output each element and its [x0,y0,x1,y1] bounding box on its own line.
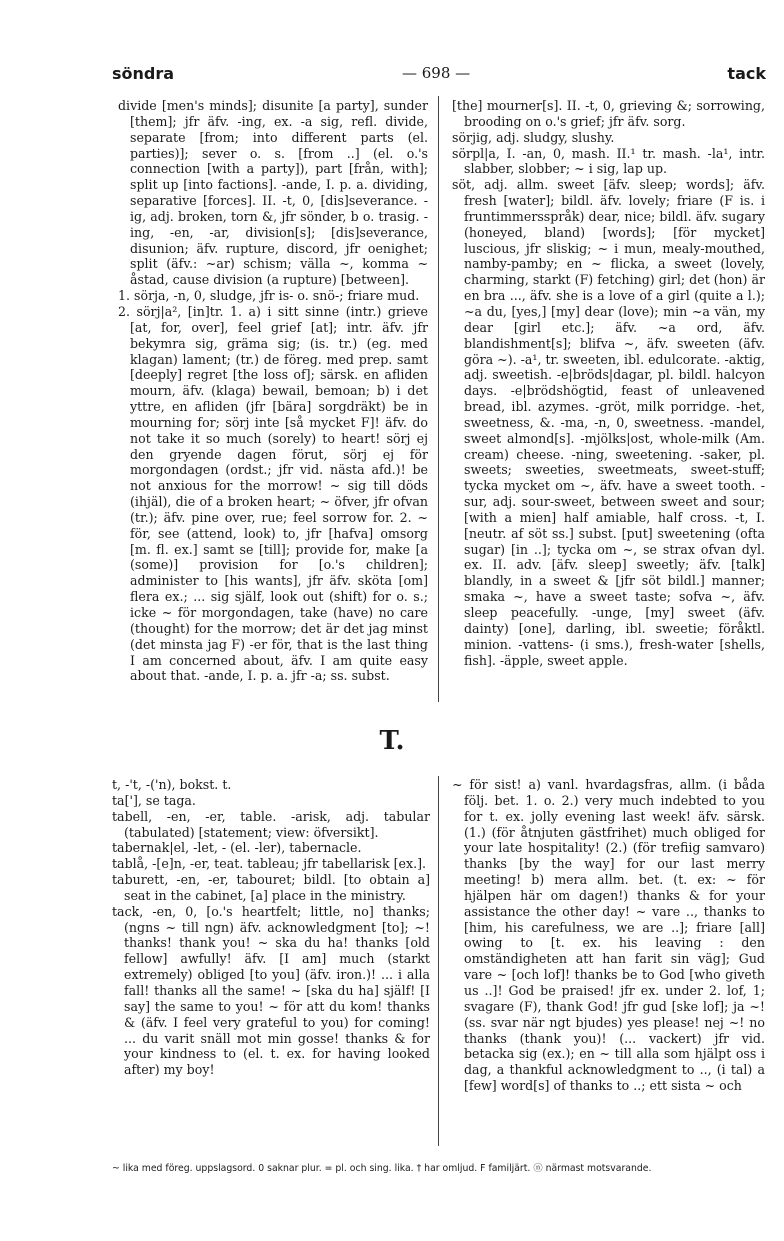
entry: 1. sörja, -n, 0, sludge, jfr is- o. snö-; friare mud. [118,288,420,304]
entry: tablå, -[e]n, -er, teat. tableau; jfr tabellarisk [ex.]. [112,856,427,872]
entry: söt, adj. allm. sweet [äfv. sleep; words]; äfv. fresh [water]; bildl. äfv. lovely; friare (F is. i fruntimmersspråk) dear, nice; bildl. äfv. sugary (honeyed, bland) [words]; [för mycket] luscious, jfr sliskig; ~ i mun, mealy-mouthed, namby-pamby; en ~ flicka, a sweet (lovely, charming, starkt (F) fetching) girl; det (hon) är en bra ..., äfv. she is a love of a girl (quite a l.); ~a du, [yes,] [my] dear (love); min ~a vän, my dear [girl etc.]; äfv. ~a ord, äfv. blandishment[s]; blifva ~, äfv. sweeten (äfv. göra ~). -a¹, tr. sweeten, ibl. edulcorate. -aktig, adj. sweetish. -e|bröds|dagar, pl. bildl. halcyon days. -e|brödshögtid, feast of unleavened bread, ibl. azymes. -gröt, milk porridge. -het, sweetness, &. -ma, -n, 0, sweetness. -mandel, sweet almond[s]. -mjölks|ost, whole-milk (Am. cream) cheese. -ning, sweetening. -saker, pl. sweets; sweeties, sweetmeats, sweet-stuff; tycka mycket om ~, äfv. have a sweet tooth. -sur, adj. sour-sweet, between sweet and sour; [with a mien] half amiable, half cross. -t, I. [neutr. af söt ss.] subst. [put] sweetening (ofta sugar) [in ..]; tycka om ~, se strax ofvan dyl. ex. II. adv. [äfv. sleep] sweetly; äfv. [talk] blandly, in a sweet & [jfr söt bildl.] manner; smaka ~, have a sweet taste; sofva ~, äfv. sleep peacefully. -unge, [my] sweet (äfv. dainty) [one], darling, ibl. sweetie; föråktl. minion. -vattens- (i sms.), fresh-water [shells, fish]. -äpple, sweet apple. [452,177,765,668]
column-s-left [118,98,428,684]
entry: divide [men's minds]; disunite [a party], sunder [them]; jfr äfv. -ing, ex. -a sig, refl. divide, separate [from; into different parts (el. parties)]; sever o. s. [from ..] (el. o.'s connection [with a party]), part [från, with]; split up [into factions]. -ande, I. p. a. dividing, separative [forces]. II. -t, 0, [dis]severance. -ig, adj. broken, torn &, jfr sönder, b o. trasig. -ing, -en, -ar, division[s]; [dis]severance, disunion; äfv. rupture, discord, jfr oenighet; split (äfv.: ~ar) schism; välla ~, komma ~ åstad, cause division (a rupture) [between]. [118,98,428,288]
entry: tabernak|el, -let, - (el. -ler), tabernacle. [112,840,362,856]
entry: tabell, -en, -er, table. -arisk, adj. tabular (tabulated) [statement; view: öfversikt]. [112,808,430,840]
entry: sörjig, adj. sludgy, slushy. [452,129,615,145]
column-t-left [112,777,430,1078]
page-number: — 698 — [402,64,471,82]
column-s-right [452,98,765,668]
section-letter: T. [379,726,405,756]
entry: ta['], se taga. [112,792,196,808]
entry: t, -'t, -('n), bokst. t. [112,777,232,792]
entry: sörpl|a, I. -an, 0, mash. II.¹ tr. mash. -la¹, intr. slabber, slobber; ~ i sig, lap up. [452,145,765,177]
column-divider [438,776,439,1146]
entry: [the] mourner[s]. II. -t, 0, grieving &; sorrowing, brooding on o.'s grief; jfr äfv. sorg. [452,98,765,129]
header-guide-word-right: tack [727,64,766,83]
entry: taburett, -en, -er, tabouret; bildl. [to obtain a] seat in the cabinet, [a] place in the ministry. [112,872,430,903]
page-header [112,64,766,90]
legend-footer: ~ lika med föreg. uppslagsord. 0 saknar plur. = pl. och sing. lika. † har omljud. F familjärt. ⓝ närmast motsvarande. [112,1163,652,1174]
column-divider [438,96,439,702]
header-guide-word-left: söndra [112,64,175,83]
column-t-right [452,777,765,1094]
entry: tack, -en, 0, [o.'s heartfelt; little, no] thanks; (ngns ~ till ngn) äfv. acknowledgment [to]; ~! thanks! thank you! ~ ska du ha! thanks [old fellow] awfully! äfv. [I am] much (starkt extremely) obliged [to you] (äfv. iron.)! ... i alla fall! thanks all the same! ~ [ska du ha] själf! [I say] the same to you! ~ för att du kom! thanks & (äfv. I feel very grateful to you) for coming! ... du varit snäll mot min gosse! thanks & for your kindness to (el. t. ex. for having looked after) my boy! [112,903,430,1078]
entry: 2. sörj|a², [in]tr. 1. a) i sitt sinne (intr.) grieve [at, for, over], feel grief [at]; intr. äfv. jfr bekymra sig, gräma sig; (is. tr.) (eg. med klagan) lament; (tr.) de föreg. med prep. samt [deeply] regret [the loss of]; särsk. en afliden mourn, äfv. (klaga) bewail, bemoan; b) i det yttre, en afliden (jfr [bära] sorgdräkt) be in mourning for; sörj inte [så mycket F]! äfv. do not take it so much (sorely) to heart! sörj ej den gryende dagen förut, sörj ej för morgondagen (ordst.; jfr vid. nästa afd.)! be not anxious for the morrow! ~ sig till döds (ihjäl), die of a broken heart; ~ öfver, jfr ofvan (tr.); äfv. pine over, rue; feel sorrow for. 2. ~ för, see (attend, look) to, jfr [hafva] omsorg [m. fl. ex.] samt se [till]; provide for, make [a (some)] provision for [o.'s children]; administer to [his wants], jfr äfv. sköta [om] flera ex.; ... sig själf, look out (shift) for o. s.; icke ~ för morgondagen, take (have) no care (thought) for the morrow; det är det jag minst (det minsta jag F) -er för, that is the last thing I am concerned about, äfv. I am quite easy about that. -ande, I. p. a. jfr -a; ss. subst. [118,303,428,684]
entry: ~ för sist! a) vanl. hvardagsfras, allm. (i båda följ. bet. 1. o. 2.) very much indebted to you for t. ex. jolly evening last week! äfv. särsk. (1.) (för åtnjuten gästfrihet) much obliged for your late hospitality! (2.) (för trefiig samvaro) thanks [by the way] for our last merry meeting! b) mera allm. bet. (t. ex: ~ för hjälpen här om dagen!) thanks & for your assistance the other day! ~ vare .., thanks to [him, his carefulness, we are ..]; friare [all] owing to [t. ex. his leaving : den omständigheten att han farit sin väg]; Gud vare ~ [och lof]! thanks be to God [who giveth us ..]! God be praised! jfr ex. under 2. lof, 1; svagare (F), thank God! jfr gud [ske lof]; ja ~! (ss. svar när ngt bjudes) yes please! nej ~! no thanks (thank you)! (... vackert) jfr vid. betacka sig (ex.); en ~ till alla som hjälpt oss i dag, a thankful acknowledgment to .., (i tal) a [few] word[s] of thanks to ..; ett sista ~ och [452,777,765,1094]
